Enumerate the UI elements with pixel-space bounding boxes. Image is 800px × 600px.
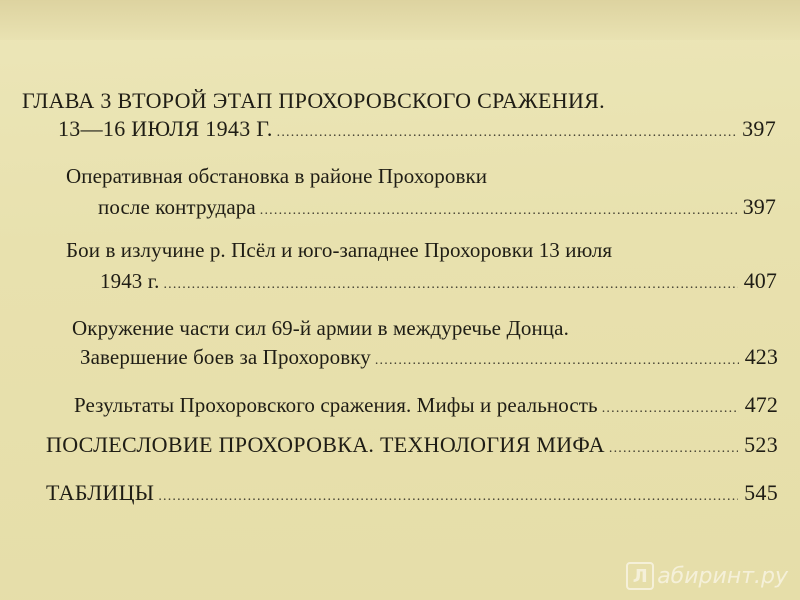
toc-entry-3-line-1: Бои в излучине р. Псёл и юго-западнее Прохоровки 13 июля	[66, 238, 613, 262]
toc-entry-3-line-2: 1943 г. ..... 407	[100, 270, 777, 292]
toc-entry-1-line-2: 13—16 ИЮЛЯ 1943 Г. ..... 397	[58, 118, 776, 140]
site-watermark	[626, 562, 788, 590]
leader-dots	[375, 354, 739, 368]
toc-entry-2-line-1: Оперативная обстановка в районе Прохоровки	[66, 164, 488, 188]
toc-page-number: 397	[742, 116, 776, 141]
watermark-text: абиринт.ру	[657, 563, 788, 589]
toc-entry-6: ПОСЛЕСЛОВИЕ ПРОХОРОВКА. ТЕХНОЛОГИЯ МИФА ..... 523	[46, 434, 778, 456]
toc-page-number: 523	[744, 432, 778, 457]
toc-page-number: 397	[742, 194, 776, 219]
toc-page-number: 545	[744, 480, 778, 505]
toc-entry-1-line-1: ГЛАВА 3 ВТОРОЙ ЭТАП ПРОХОРОВСКОГО СРАЖЕНИЯ.	[22, 88, 605, 113]
toc-page-number: 423	[744, 344, 778, 369]
toc-page-number: 407	[743, 268, 777, 293]
leader-dots	[163, 278, 737, 292]
toc-entry-7: ТАБЛИЦЫ ..... 545	[46, 482, 778, 504]
toc-entry-5: Результаты Прохоровского сражения. Мифы и реальность ..... 472	[74, 394, 778, 416]
toc-page-number: 472	[744, 392, 778, 417]
toc-entry-4-line-1: Окружение части сил 69-й армии в междуречье Донца.	[72, 316, 569, 340]
labirint-logo-icon: Л	[626, 562, 654, 590]
leader-dots	[609, 442, 738, 456]
leader-dots	[277, 126, 736, 140]
toc-entry-4-line-2: Завершение боев за Прохоровку ..... 423	[80, 346, 778, 368]
leader-dots	[602, 402, 739, 416]
toc-entry-2-line-2: после контрудара ..... 397	[98, 196, 776, 218]
leader-dots	[260, 204, 737, 218]
leader-dots	[158, 490, 738, 504]
